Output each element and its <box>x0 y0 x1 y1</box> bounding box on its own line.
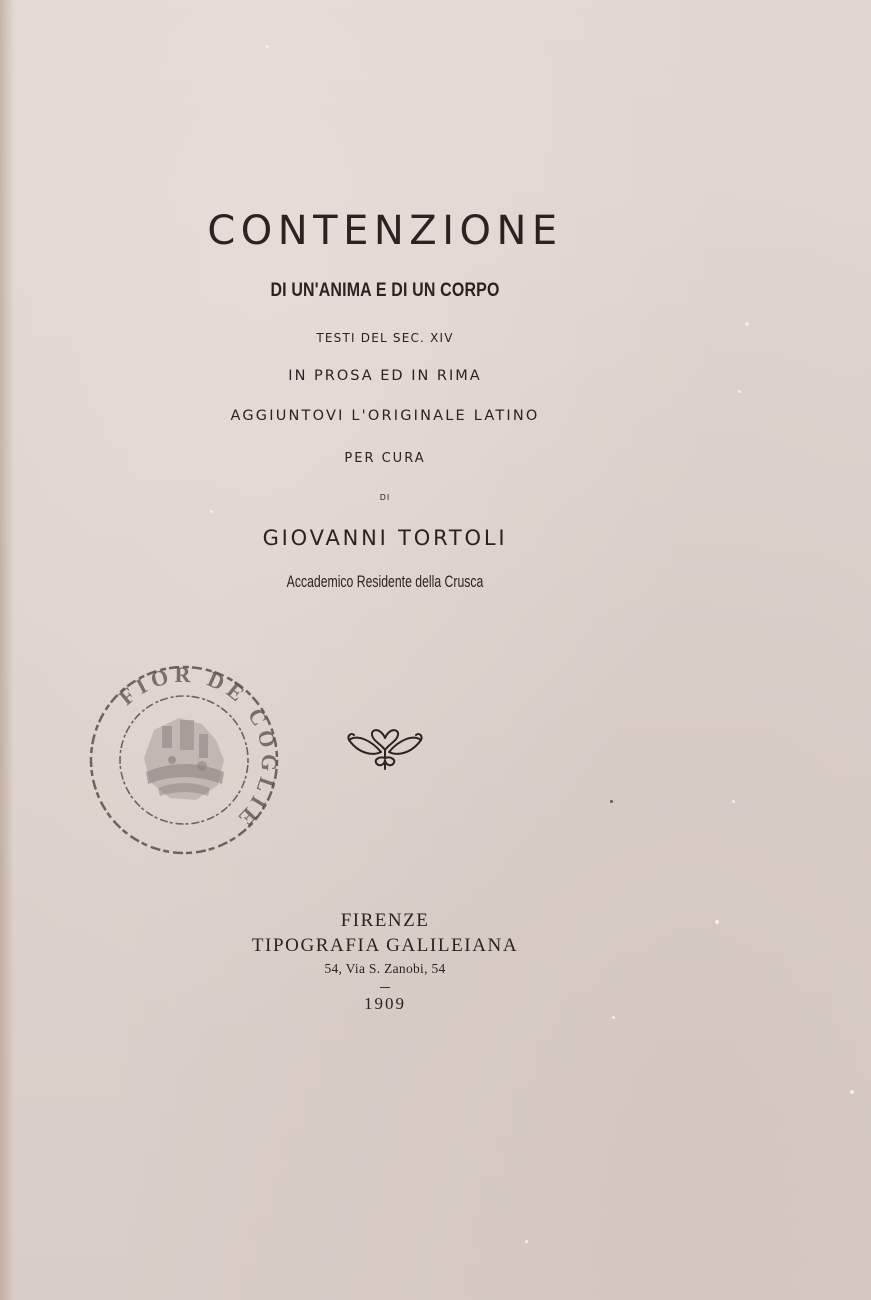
paper-speck <box>732 800 735 803</box>
latin-original-line: AGGIUNTOVI L'ORIGINALE LATINO <box>230 408 540 424</box>
edited-by-line: PER CURA <box>344 451 426 466</box>
paper-speck <box>612 1016 615 1019</box>
book-subtitle: DI UN'ANIMA E DI UN CORPO <box>270 280 500 301</box>
fleuron-ornament-icon <box>345 722 425 774</box>
paper-speck <box>850 1090 854 1094</box>
paper-speck <box>715 920 719 924</box>
author-affiliation: Accademico Residente della Crusca <box>286 572 484 591</box>
author-name: GIOVANNI TORTOLI <box>262 526 508 550</box>
page-edge-shadow <box>0 0 14 1300</box>
texts-century-line: TESTI DEL SEC. XIV <box>316 331 454 345</box>
paper-speck <box>745 322 749 326</box>
stamp-text: FIOR DE COGLIE <box>113 661 283 835</box>
paper-speck <box>738 390 741 393</box>
library-stamp-icon <box>84 660 284 860</box>
paper-speck <box>266 45 269 48</box>
imprint-divider <box>380 987 390 988</box>
paper-speck <box>525 1240 528 1243</box>
imprint-year: 1909 <box>364 994 406 1013</box>
paper-speck <box>610 800 613 803</box>
di-line: DI <box>379 493 391 502</box>
prose-verse-line: IN PROSA ED IN RIMA <box>288 368 482 384</box>
imprint-printer: TIPOGRAFIA GALILEIANA <box>251 935 519 956</box>
imprint-address: 54, Via S. Zanobi, 54 <box>324 961 446 976</box>
imprint-city: FIRENZE <box>340 910 430 931</box>
paper-speck <box>210 510 213 513</box>
book-title: CONTENZIONE <box>207 208 563 254</box>
